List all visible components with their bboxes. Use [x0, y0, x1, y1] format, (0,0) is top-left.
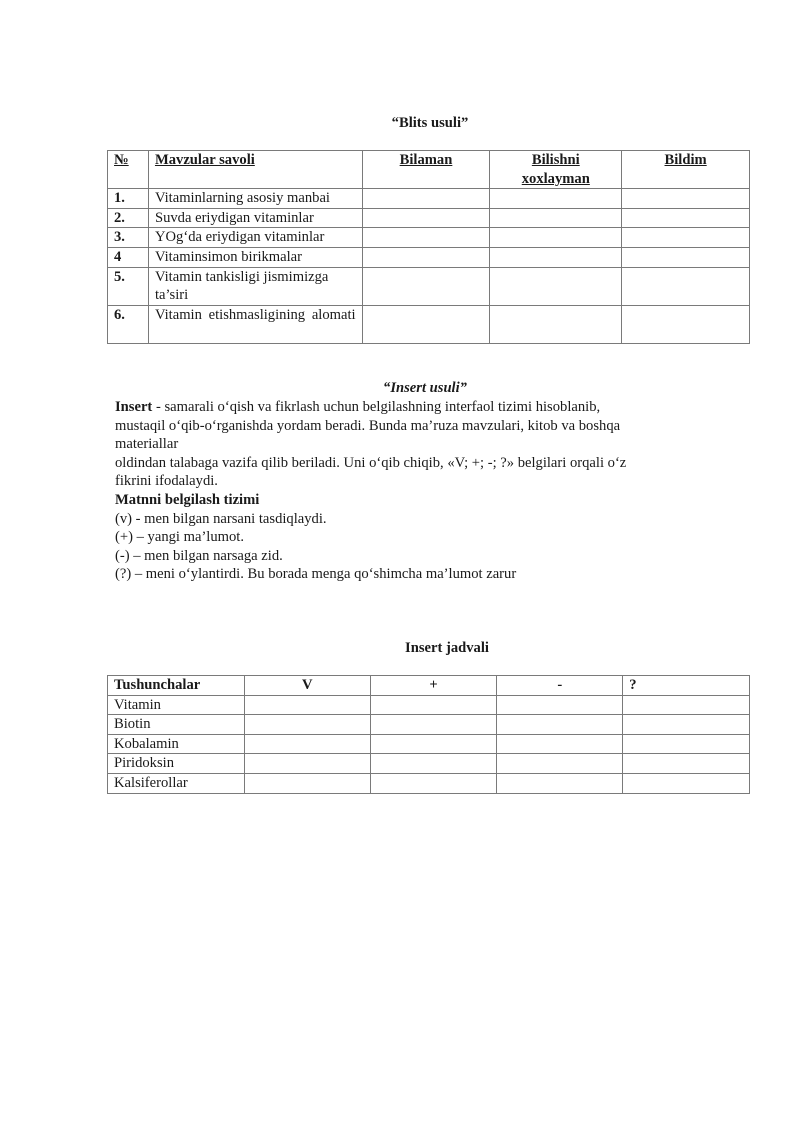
mark-item-v: (v) - men bilgan narsani tasdiqlaydi. — [115, 510, 327, 527]
jadval-title: Insert jadvali — [405, 640, 489, 656]
row-topic: Vitamin tankisligi jismimizga ta’siri — [148, 267, 362, 305]
cell-minus[interactable] — [497, 715, 623, 735]
insert-line: oldindan talabaga vazifa qilib beriladi. Uni o‘qib chiqib, «V; +; -; ?» belgilari orqali o‘z — [115, 454, 627, 471]
cell-question[interactable] — [623, 715, 750, 735]
insert-line: mustaqil o‘qib-o‘rganishda yordam beradi. Bunda ma’ruza mavzulari, kitob va boshqa — [115, 417, 621, 434]
header-bildim: Bildim — [622, 151, 750, 189]
cell-bildim[interactable] — [622, 228, 750, 248]
mark-item-question: (?) – meni o‘ylantirdi. Bu borada menga qo‘shimcha ma’lumot zarur — [115, 566, 517, 583]
cell-bildim[interactable] — [622, 208, 750, 228]
header-bilishni-xoxlayman: Bilishni xoxlayman — [490, 151, 622, 189]
row-topic: Vitamin etishmasligining alomati — [148, 305, 362, 343]
cell-v[interactable] — [244, 734, 370, 754]
insert-table — [107, 675, 750, 794]
table-row — [108, 189, 750, 209]
header-plus: + — [370, 676, 497, 696]
table-row — [108, 247, 750, 267]
row-topic: Suvda eriydigan vitaminlar — [148, 208, 362, 228]
cell-plus[interactable] — [370, 773, 497, 793]
header-question: ? — [623, 676, 750, 696]
cell-plus[interactable] — [370, 734, 497, 754]
table-row — [108, 754, 750, 774]
cell-minus[interactable] — [497, 773, 623, 793]
blits-title: “Blits usuli” — [391, 115, 469, 131]
blits-header-row — [108, 151, 750, 189]
cell-minus[interactable] — [497, 754, 623, 774]
row-number: 4 — [108, 247, 149, 267]
cell-minus[interactable] — [497, 695, 623, 715]
insert-description — [115, 398, 695, 584]
cell-bilaman[interactable] — [362, 208, 490, 228]
cell-bildim[interactable] — [622, 247, 750, 267]
mark-item-plus: (+) – yangi ma’lumot. — [115, 529, 245, 546]
mark-item-minus: (-) – men bilgan narsaga zid. — [115, 547, 283, 564]
cell-bilishni[interactable] — [490, 267, 622, 305]
concept-cell: Kobalamin — [108, 734, 245, 754]
insert-intro-text: - samarali o‘qish va fikrlash uchun belgilashning interfaol tizimi hisoblanib, — [152, 399, 601, 415]
cell-bilishni[interactable] — [490, 247, 622, 267]
cell-bildim[interactable] — [622, 189, 750, 209]
table-row — [108, 228, 750, 248]
marking-system-heading: Matnni belgilash tizimi — [115, 491, 260, 508]
row-topic: YOg‘da eriydigan vitaminlar — [148, 228, 362, 248]
insert-line: fikrini ifodalaydi. — [115, 473, 218, 490]
cell-plus[interactable] — [370, 695, 497, 715]
cell-v[interactable] — [244, 695, 370, 715]
cell-bilaman[interactable] — [362, 267, 490, 305]
table-row — [108, 734, 750, 754]
cell-bilaman[interactable] — [362, 247, 490, 267]
cell-plus[interactable] — [370, 754, 497, 774]
cell-bilaman[interactable] — [362, 189, 490, 209]
row-number: 5. — [108, 267, 149, 305]
table-row — [108, 773, 750, 793]
table-row — [108, 695, 750, 715]
cell-question[interactable] — [623, 695, 750, 715]
cell-v[interactable] — [244, 715, 370, 735]
table-row — [108, 267, 750, 305]
row-number: 3. — [108, 228, 149, 248]
table-row — [108, 715, 750, 735]
cell-bilishni[interactable] — [490, 305, 622, 343]
row-number: 2. — [108, 208, 149, 228]
row-topic: Vitaminlarning asosiy manbai — [148, 189, 362, 209]
insert-intro — [115, 398, 695, 417]
cell-bilishni[interactable] — [490, 189, 622, 209]
header-v: V — [244, 676, 370, 696]
header-bilaman: Bilaman — [362, 151, 490, 189]
row-topic: Vitaminsimon birikmalar — [148, 247, 362, 267]
cell-minus[interactable] — [497, 734, 623, 754]
cell-bildim[interactable] — [622, 267, 750, 305]
concept-cell: Piridoksin — [108, 754, 245, 774]
cell-v[interactable] — [244, 773, 370, 793]
table-row — [108, 305, 750, 343]
cell-question[interactable] — [623, 734, 750, 754]
cell-bilishni[interactable] — [490, 208, 622, 228]
blits-table — [107, 150, 750, 344]
header-minus: - — [497, 676, 623, 696]
insert-header-row — [108, 676, 750, 696]
cell-bilaman[interactable] — [362, 228, 490, 248]
cell-bildim[interactable] — [622, 305, 750, 343]
row-number: 6. — [108, 305, 149, 343]
header-tushunchalar: Tushunchalar — [108, 676, 245, 696]
header-topic: Mavzular savoli — [148, 151, 362, 189]
table-row — [108, 208, 750, 228]
insert-term: Insert — [115, 399, 153, 415]
cell-question[interactable] — [623, 754, 750, 774]
concept-cell: Kalsiferollar — [108, 773, 245, 793]
cell-bilaman[interactable] — [362, 305, 490, 343]
concept-cell: Vitamin — [108, 695, 245, 715]
cell-bilishni[interactable] — [490, 228, 622, 248]
concept-cell: Biotin — [108, 715, 245, 735]
insert-title: “Insert usuli” — [383, 380, 467, 396]
cell-plus[interactable] — [370, 715, 497, 735]
header-number: № — [108, 151, 149, 189]
insert-line: materiallar — [115, 436, 179, 453]
cell-question[interactable] — [623, 773, 750, 793]
row-number: 1. — [108, 189, 149, 209]
cell-v[interactable] — [244, 754, 370, 774]
